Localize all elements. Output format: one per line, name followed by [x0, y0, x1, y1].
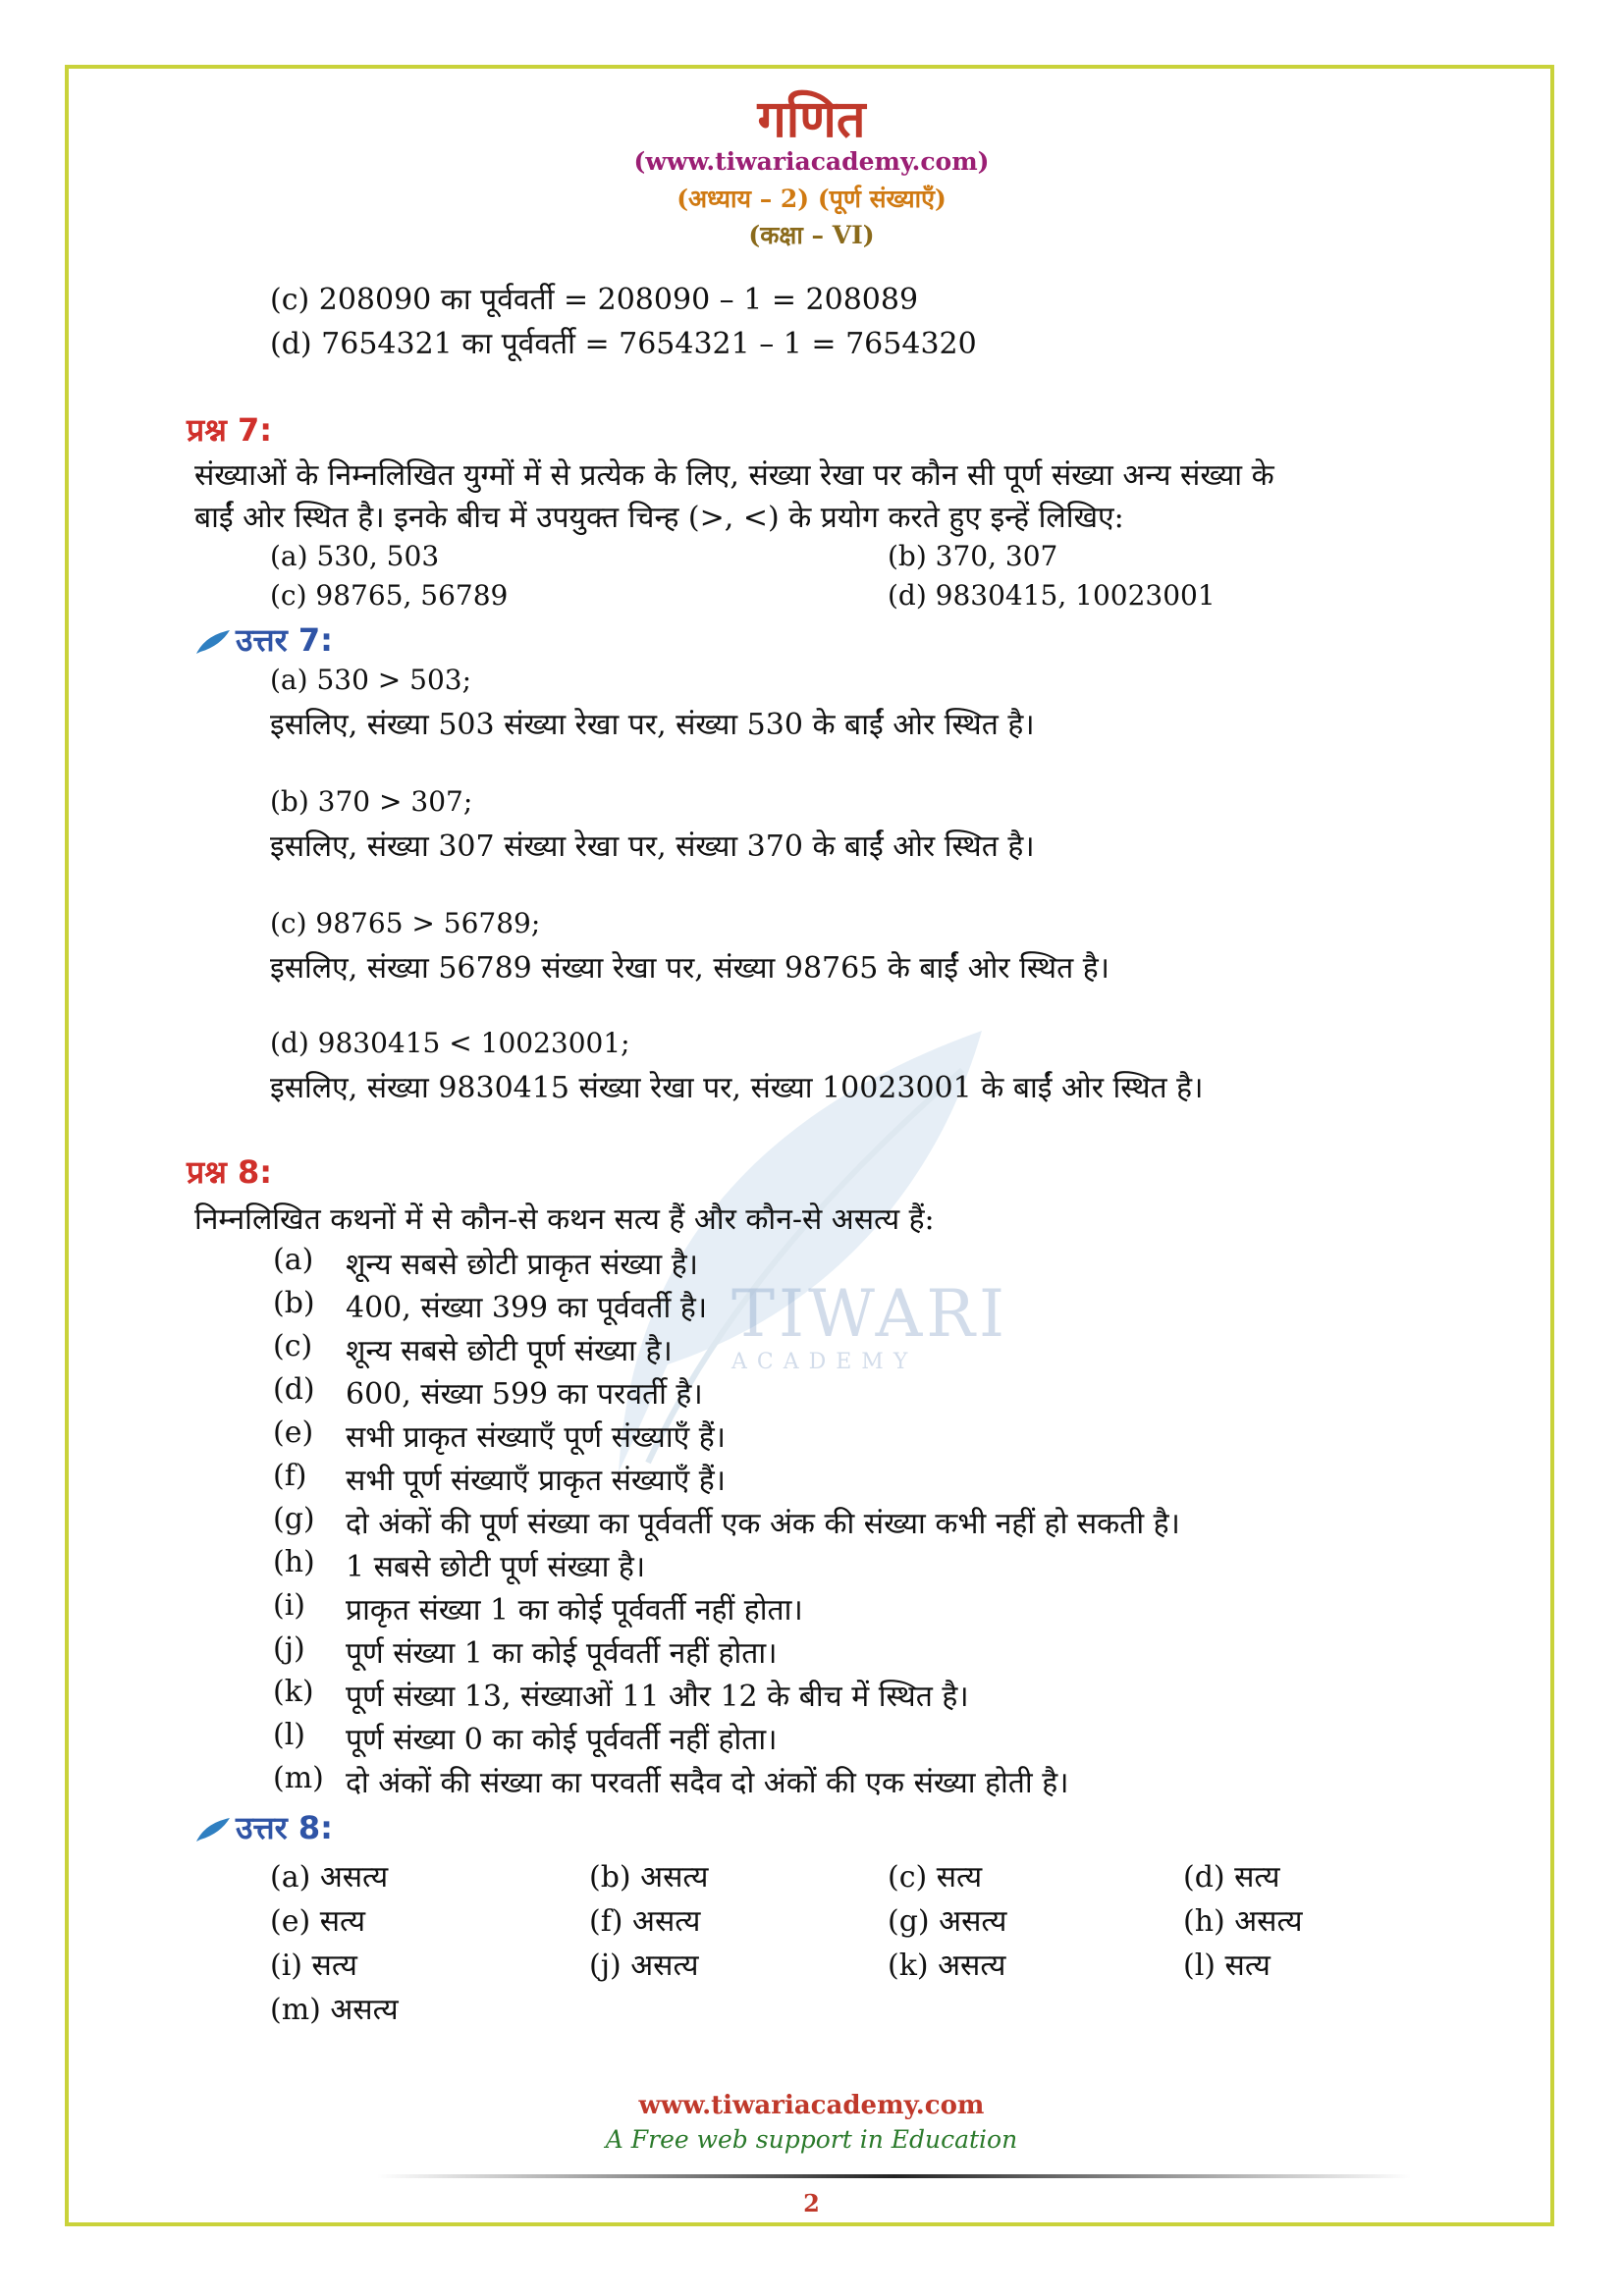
answer-8-item: (i) सत्य	[270, 1949, 357, 1983]
statement-key: (f)	[273, 1459, 307, 1493]
statement-text: पूर्ण संख्या 1 का कोई पूर्ववर्ती नहीं होता।	[346, 1636, 778, 1671]
answer-8-label: उत्तर 8:	[236, 1809, 333, 1846]
statement-text: दो अंकों की संख्या का परवर्ती सदैव दो अंकों की एक संख्या होती है।	[346, 1766, 1069, 1800]
answer-7-heading	[194, 618, 333, 661]
pen-icon	[194, 1816, 232, 1843]
answer-8-heading	[194, 1806, 333, 1848]
statement-key: (i)	[273, 1588, 306, 1623]
answer-8-item: (b) असत्य	[589, 1860, 709, 1895]
statement-text: सभी प्राकृत संख्याएँ पूर्ण संख्याएँ हैं।	[346, 1420, 727, 1455]
statement-key: (e)	[273, 1415, 314, 1450]
statement-text: शून्य सबसे छोटी प्राकृत संख्या है।	[346, 1248, 698, 1282]
statement-key: (b)	[273, 1286, 315, 1320]
answer-7-explanation: इसलिए, संख्या 56789 संख्या रेखा पर, संख्या 98765 के बाईं ओर स्थित है।	[270, 951, 1110, 986]
statement-text: पूर्ण संख्या 13, संख्याओं 11 और 12 के बीच में स्थित है।	[346, 1680, 969, 1714]
answer-7-label: उत्तर 7:	[236, 621, 333, 659]
answer-8-item: (l) सत्य	[1183, 1949, 1271, 1983]
question-7-text: संख्याओं के निम्नलिखित युग्मों में से प्रत्येक के लिए, संख्या रेखा पर कौन सी पूर्ण संख्या अन्य संख्या के	[194, 458, 1274, 493]
answer-8-item: (g) असत्य	[888, 1904, 1007, 1939]
pen-icon	[194, 628, 232, 656]
question-7-option: (c) 98765, 56789	[270, 579, 509, 612]
statement-text: सभी पूर्ण संख्याएँ प्राकृत संख्याएँ हैं।	[346, 1464, 727, 1498]
question-7-option: (d) 9830415, 10023001	[888, 579, 1216, 612]
statement-key: (l)	[273, 1718, 306, 1752]
page-number: 2	[803, 2189, 820, 2217]
answer-8-item: (m) असत्य	[270, 1993, 399, 2027]
header-site-link[interactable]: (www.tiwariacademy.com)	[633, 147, 990, 176]
statement-text: 600, संख्या 599 का परवर्ती है।	[346, 1377, 703, 1412]
statement-text: 400, संख्या 399 का पूर्ववर्ती है।	[346, 1291, 708, 1325]
footer-tagline: A Free web support in Education	[605, 2125, 1018, 2154]
statement-key: (a)	[273, 1243, 314, 1277]
answer-8-item: (h) असत्य	[1183, 1904, 1303, 1939]
statement-key: (j)	[273, 1631, 305, 1666]
top-line: (c) 208090 का पूर्ववर्ती = 208090 – 1 = 208089	[270, 283, 919, 317]
question-7-label: प्रश्न 7:	[187, 411, 273, 449]
page-title: गणित	[757, 90, 866, 149]
statement-key: (h)	[273, 1545, 315, 1579]
statement-text: प्राकृत संख्या 1 का कोई पूर्ववर्ती नहीं होता।	[346, 1593, 803, 1628]
answer-8-item: (j) असत्य	[589, 1949, 699, 1983]
watermark-subtext: ACADEMY	[731, 1350, 918, 1374]
answer-7-expression: (c) 98765 > 56789;	[270, 907, 541, 939]
answer-7-expression: (a) 530 > 503;	[270, 664, 472, 696]
footer-site-link[interactable]: www.tiwariacademy.com	[638, 2091, 985, 2120]
statement-text: शून्य सबसे छोटी पूर्ण संख्या है।	[346, 1334, 673, 1368]
answer-7-explanation: इसलिए, संख्या 9830415 संख्या रेखा पर, संख्या 10023001 के बाईं ओर स्थित है।	[270, 1071, 1204, 1105]
answer-8-item: (d) सत्य	[1183, 1860, 1280, 1895]
statement-text: 1 सबसे छोटी पूर्ण संख्या है।	[346, 1550, 646, 1584]
watermark-text: TIWARI	[731, 1276, 1009, 1352]
statement-key: (g)	[273, 1502, 315, 1536]
answer-8-item: (k) असत्य	[888, 1949, 1006, 1983]
answer-7-expression: (b) 370 > 307;	[270, 785, 473, 818]
statement-key: (d)	[273, 1372, 315, 1407]
statement-text: पूर्ण संख्या 0 का कोई पूर्ववर्ती नहीं होता।	[346, 1723, 778, 1757]
question-7-text: बाईं ओर स्थित है। इनके बीच में उपयुक्त चिन्ह (>, <) के प्रयोग करते हुए इन्हें लिखिए:	[194, 501, 1124, 535]
question-7-option: (b) 370, 307	[888, 540, 1058, 572]
footer-divider	[377, 2174, 1411, 2178]
answer-7-expression: (d) 9830415 < 10023001;	[270, 1027, 630, 1059]
question-8-label: प्रश्न 8:	[187, 1153, 273, 1191]
statement-text: दो अंकों की पूर्ण संख्या का पूर्ववर्ती एक अंक की संख्या कभी नहीं हो सकती है।	[346, 1507, 1180, 1541]
answer-8-item: (e) सत्य	[270, 1904, 366, 1939]
answer-8-item: (f) असत्य	[589, 1904, 701, 1939]
answer-8-item: (c) सत्य	[888, 1860, 983, 1895]
statement-key: (c)	[273, 1329, 313, 1363]
class-label: (कक्षा – VI)	[748, 221, 875, 249]
answer-7-explanation: इसलिए, संख्या 503 संख्या रेखा पर, संख्या 530 के बाईं ओर स्थित है।	[270, 708, 1035, 742]
top-line: (d) 7654321 का पूर्ववर्ती = 7654321 – 1 = 7654320	[270, 327, 977, 361]
answer-7-explanation: इसलिए, संख्या 307 संख्या रेखा पर, संख्या 370 के बाईं ओर स्थित है।	[270, 829, 1035, 864]
statement-key: (k)	[273, 1675, 314, 1709]
question-8-intro: निम्नलिखित कथनों में से कौन-से कथन सत्य हैं और कौन-से असत्य हैं:	[194, 1202, 935, 1237]
question-7-option: (a) 530, 503	[270, 540, 440, 572]
answer-8-item: (a) असत्य	[270, 1860, 389, 1895]
statement-key: (m)	[273, 1761, 324, 1795]
chapter-label: (अध्याय – 2) (पूर्ण संख्याएँ)	[676, 185, 947, 213]
